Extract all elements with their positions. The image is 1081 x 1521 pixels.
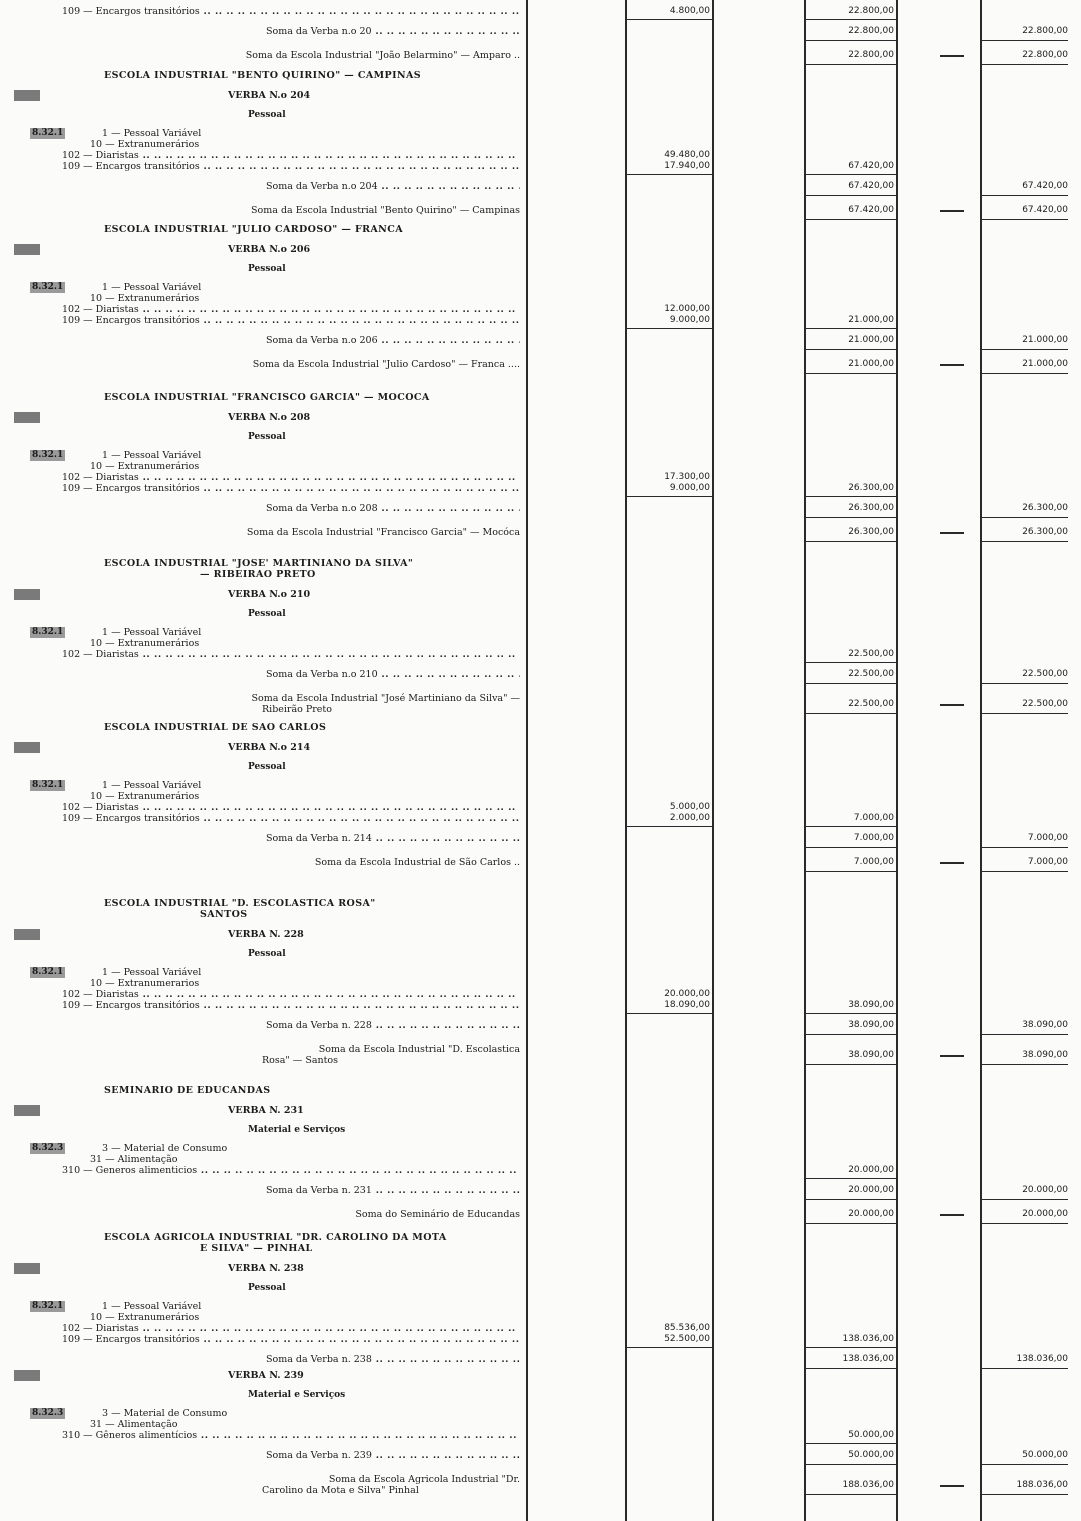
verba-title: VERBA N.o 206 <box>228 244 311 255</box>
school-sum-right: 26.300,00 <box>1022 527 1068 537</box>
verba-sum-label: Soma da Verba n. 214 .. .. <box>266 833 520 844</box>
verba-rule-right <box>982 1464 1068 1465</box>
item-rule <box>806 496 896 497</box>
detail-amount: 5.000,00 <box>669 802 710 812</box>
school-heading: ESCOLA AGRICOLA INDUSTRIAL "DR. CAROLINO DA MOTA <box>104 1232 447 1243</box>
verba-rule-right <box>982 847 1068 848</box>
subtotal-rule <box>626 1347 712 1348</box>
school-rule-right <box>982 64 1068 65</box>
item-total: 22.800,00 <box>848 6 894 16</box>
verba-sum-right: 50.000,00 <box>1022 1450 1068 1460</box>
school-rule-right <box>982 713 1068 714</box>
detail-amount: 9.000,00 <box>669 483 710 493</box>
school-rule-right <box>982 1223 1068 1224</box>
classification-code: 8.32.1 <box>32 780 64 790</box>
category-label: Material e Serviços <box>248 1125 346 1135</box>
item-rule <box>806 1347 896 1348</box>
verba-rule-right <box>982 683 1068 684</box>
school-sum-label: Soma da Escola Industrial "Julio Cardoso" — Franca .... <box>252 359 520 370</box>
verba-sum-right: 38.090,00 <box>1022 1020 1068 1030</box>
line-item: 102 — Diaristas .. .. <box>62 802 520 813</box>
line-item: 31 — Alimentação <box>90 1154 178 1165</box>
classification-code: 8.32.1 <box>32 627 64 637</box>
item-total: 38.090,00 <box>848 1000 894 1010</box>
school-heading: ESCOLA INDUSTRIAL "BENTO QUIRINO" — CAMPINAS <box>104 70 422 81</box>
column-rule-1 <box>625 0 627 1521</box>
school-heading-cont: — RIBEIRAO PRETO <box>200 569 316 580</box>
nil-dash <box>940 1055 964 1057</box>
nil-dash <box>940 55 964 57</box>
detail-amount: 17.940,00 <box>664 161 710 171</box>
school-rule-right <box>982 541 1068 542</box>
line-item: 10 — Extranumerários <box>90 139 200 150</box>
classification-code: 8.32.3 <box>32 1408 64 1418</box>
school-heading: ESCOLA INDUSTRIAL DE SAO CARLOS <box>104 722 327 733</box>
verba-rule <box>806 195 896 196</box>
verba-sum-value: 138.036,00 <box>842 1354 894 1364</box>
line-item: 109 — Encargos transitórios .. .. <box>62 1334 520 1345</box>
verba-title: VERBA N. 231 <box>228 1105 304 1116</box>
nil-dash <box>940 210 964 212</box>
school-rule-right <box>982 373 1068 374</box>
verba-sum-label: Soma da Verba n. 231 .. .. <box>266 1185 520 1196</box>
classification-code: 8.32.3 <box>32 1143 64 1153</box>
school-sum-right: 7.000,00 <box>1027 857 1068 867</box>
line-item: 1 — Pessoal Variável <box>102 128 202 139</box>
school-sum-value: 21.000,00 <box>848 359 894 369</box>
school-rule <box>806 373 896 374</box>
verba-sum-right: 22.500,00 <box>1022 669 1068 679</box>
verba-sum-right: 7.000,00 <box>1027 833 1068 843</box>
category-label: Pessoal <box>248 264 286 274</box>
line-item: 102 — Diaristas .. .. <box>62 472 520 483</box>
item-rule <box>806 328 896 329</box>
verba-code-box <box>14 1370 40 1381</box>
category-label: Material e Serviços <box>248 1390 346 1400</box>
detail-amount: 2.000,00 <box>669 813 710 823</box>
detail-amount: 9.000,00 <box>669 315 710 325</box>
nil-dash <box>940 704 964 706</box>
verba-rule <box>806 1464 896 1465</box>
verba-sum-label: Soma da Verba n.o 206 .. .. <box>266 335 520 346</box>
column-rule-3 <box>804 0 806 1521</box>
line-item: 310 — Gêneros alimentícios .. .. <box>62 1430 520 1441</box>
verba-code-box <box>14 742 40 753</box>
category-label: Pessoal <box>248 1283 286 1293</box>
item-rule <box>806 826 896 827</box>
verba-rule-right <box>982 40 1068 41</box>
verba-rule <box>806 1199 896 1200</box>
verba-code-box <box>14 412 40 423</box>
verba-sum-value: 20.000,00 <box>848 1185 894 1195</box>
item-total: 20.000,00 <box>848 1165 894 1175</box>
verba-code-box <box>14 244 40 255</box>
line-item: 31 — Alimentação <box>90 1419 178 1430</box>
detail-amount: 18.090,00 <box>664 1000 710 1010</box>
school-sum-value: 20.000,00 <box>848 1209 894 1219</box>
item-total: 67.420,00 <box>848 161 894 171</box>
detail-amount: 12.000,00 <box>664 304 710 314</box>
subtotal-rule <box>626 496 712 497</box>
school-sum-right: 67.420,00 <box>1022 205 1068 215</box>
verba-rule-right <box>982 1199 1068 1200</box>
school-sum-label: Soma da Escola Industrial "D. Escolastica <box>318 1044 520 1055</box>
school-sum-label: Soma da Escola Industrial de São Carlos .. <box>314 857 520 868</box>
verba-title: VERBA N.o 208 <box>228 412 311 423</box>
classification-code: 8.32.1 <box>32 128 64 138</box>
verba-title: VERBA N.o 214 <box>228 742 311 753</box>
school-sum-right: 188.036,00 <box>1016 1480 1068 1490</box>
line-item: 109 — Encargos transitórios .. .. <box>62 315 520 326</box>
school-heading: SEMINARIO DE EDUCANDAS <box>104 1085 271 1096</box>
detail-amount: 52.500,00 <box>664 1334 710 1344</box>
nil-dash <box>940 862 964 864</box>
school-sum-label-cont: Rosa" — Santos <box>262 1055 339 1066</box>
verba-sum-value: 22.800,00 <box>848 26 894 36</box>
category-label: Pessoal <box>248 432 286 442</box>
line-item: 102 — Diaristas .. .. <box>62 150 520 161</box>
school-sum-right: 20.000,00 <box>1022 1209 1068 1219</box>
verba-rule <box>806 683 896 684</box>
verba-code-box <box>14 1263 40 1274</box>
verba-title: VERBA N.o 204 <box>228 90 311 101</box>
line-item: 109 — Encargos transitórios .. .. <box>62 1000 520 1011</box>
school-rule <box>806 64 896 65</box>
verba-rule <box>806 1034 896 1035</box>
verba-rule-right <box>982 517 1068 518</box>
line-item: 102 — Diaristas .. .. <box>62 1323 520 1334</box>
school-heading: ESCOLA INDUSTRIAL "JOSE' MARTINIANO DA SILVA" <box>104 558 414 569</box>
verba-sum-label: Soma da Verba n.o 208 .. .. <box>266 503 520 514</box>
line-item: 109 — Encargos transitórios .. .. <box>62 813 520 824</box>
line-item: 102 — Diaristas .. .. <box>62 304 520 315</box>
verba-sum-right: 138.036,00 <box>1016 1354 1068 1364</box>
line-item: 10 — Extranumerários <box>90 791 200 802</box>
school-sum-value: 26.300,00 <box>848 527 894 537</box>
verba-sum-label: Soma da Verba n.o 204 .. .. <box>266 181 520 192</box>
school-heading: ESCOLA INDUSTRIAL "D. ESCOLASTICA ROSA" <box>104 898 376 909</box>
school-rule <box>806 541 896 542</box>
school-sum-value: 67.420,00 <box>848 205 894 215</box>
verba-sum-label: Soma da Verba n.o 20 .. .. <box>266 26 520 37</box>
item-total: 22.500,00 <box>848 649 894 659</box>
detail-amount: 20.000,00 <box>664 989 710 999</box>
verba-title: VERBA N.o 210 <box>228 589 311 600</box>
verba-title: VERBA N. 239 <box>228 1370 304 1381</box>
item-total: 26.300,00 <box>848 483 894 493</box>
line-item: 10 — Extranumerarios <box>90 978 200 989</box>
verba-sum-label: Soma da Verba n. 228 .. .. <box>266 1020 520 1031</box>
category-label: Pessoal <box>248 949 286 959</box>
school-rule-right <box>982 871 1068 872</box>
line-item: 102 — Diaristas .. .. <box>62 989 520 1000</box>
line-item: 10 — Extranumerários <box>90 638 200 649</box>
school-rule <box>806 713 896 714</box>
school-heading: ESCOLA INDUSTRIAL "FRANCISCO GARCIA" — MOCOCA <box>104 392 430 403</box>
verba-rule <box>806 40 896 41</box>
item-total: 50.000,00 <box>848 1430 894 1440</box>
item-total: 138.036,00 <box>842 1334 894 1344</box>
item-rule <box>806 662 896 663</box>
line-item: 1 — Pessoal Variável <box>102 1301 202 1312</box>
school-sum-right: 21.000,00 <box>1022 359 1068 369</box>
school-sum-label: Soma da Escola Agricola Industrial "Dr. <box>328 1474 520 1485</box>
verba-rule-right <box>982 1034 1068 1035</box>
school-sum-value: 188.036,00 <box>842 1480 894 1490</box>
school-sum-right: 38.090,00 <box>1022 1050 1068 1060</box>
verba-sum-right: 67.420,00 <box>1022 181 1068 191</box>
nil-dash <box>940 1214 964 1216</box>
verba-sum-value: 38.090,00 <box>848 1020 894 1030</box>
subtotal-rule <box>626 826 712 827</box>
school-rule <box>806 1494 896 1495</box>
school-sum-label: Soma da Escola Industrial "José Martiniano da Silva" — <box>251 693 520 704</box>
verba-rule-right <box>982 349 1068 350</box>
school-rule-right <box>982 219 1068 220</box>
verba-code-box <box>14 589 40 600</box>
column-rule-text <box>526 0 528 1521</box>
category-label: Pessoal <box>248 609 286 619</box>
category-label: Pessoal <box>248 110 286 120</box>
verba-rule-right <box>982 195 1068 196</box>
column-rule-2 <box>712 0 714 1521</box>
nil-dash <box>940 532 964 534</box>
line-item: 10 — Extranumerários <box>90 1312 200 1323</box>
line-item: 1 — Pessoal Variável <box>102 450 202 461</box>
item-rule <box>806 174 896 175</box>
verba-code-box <box>14 1105 40 1116</box>
line-item: 310 — Generos alimenticios .. .. <box>62 1165 520 1176</box>
verba-sum-value: 26.300,00 <box>848 503 894 513</box>
item-total: 21.000,00 <box>848 315 894 325</box>
verba-sum-right: 21.000,00 <box>1022 335 1068 345</box>
school-sum-label: Soma do Seminário de Educandas <box>355 1209 520 1220</box>
line-item: 3 — Material de Consumo <box>102 1408 228 1419</box>
verba-sum-value: 67.420,00 <box>848 181 894 191</box>
school-rule <box>806 219 896 220</box>
school-sum-label: Soma da Escola Industrial "Francisco Garcia" — Mocóca <box>246 527 520 538</box>
verba-code-box <box>14 90 40 101</box>
school-rule <box>806 1223 896 1224</box>
school-sum-value: 22.800,00 <box>848 50 894 60</box>
verba-sum-label: Soma da Verba n. 239 .. .. <box>266 1450 520 1461</box>
verba-sum-right: 20.000,00 <box>1022 1185 1068 1195</box>
verba-rule-right <box>982 1368 1068 1369</box>
detail-amount: 85.536,00 <box>664 1323 710 1333</box>
verba-sum-label: Soma da Verba n. 238 .. .. <box>266 1354 520 1365</box>
line-item: 1 — Pessoal Variável <box>102 780 202 791</box>
detail-amount: 4.800,00 <box>669 6 710 16</box>
verba-rule <box>806 1368 896 1369</box>
school-heading: ESCOLA INDUSTRIAL "JULIO CARDOSO" — FRANCA <box>104 224 403 235</box>
subtotal-rule <box>626 328 712 329</box>
category-label: Pessoal <box>248 762 286 772</box>
line-item: 109 — Encargos transitórios .. .. <box>62 483 520 494</box>
nil-dash <box>940 1485 964 1487</box>
line-item: 109 — Encargos transitórios .. .. <box>62 161 520 172</box>
verba-rule <box>806 847 896 848</box>
verba-code-box <box>14 929 40 940</box>
detail-amount: 49.480,00 <box>664 150 710 160</box>
line-item: 1 — Pessoal Variável <box>102 627 202 638</box>
line-item: 10 — Extranumerários <box>90 461 200 472</box>
item-rule <box>806 1013 896 1014</box>
classification-code: 8.32.1 <box>32 967 64 977</box>
verba-sum-value: 7.000,00 <box>853 833 894 843</box>
nil-dash <box>940 364 964 366</box>
item-rule <box>806 1443 896 1444</box>
verba-sum-right: 26.300,00 <box>1022 503 1068 513</box>
line-item: 3 — Material de Consumo <box>102 1143 228 1154</box>
subtotal-rule <box>626 174 712 175</box>
school-rule <box>806 871 896 872</box>
verba-sum-right: 22.800,00 <box>1022 26 1068 36</box>
verba-rule <box>806 349 896 350</box>
verba-title: VERBA N. 238 <box>228 1263 304 1274</box>
subtotal-rule <box>626 1013 712 1014</box>
verba-sum-value: 21.000,00 <box>848 335 894 345</box>
verba-sum-value: 50.000,00 <box>848 1450 894 1460</box>
school-sum-right: 22.800,00 <box>1022 50 1068 60</box>
line-item: 1 — Pessoal Variável <box>102 282 202 293</box>
verba-sum-value: 22.500,00 <box>848 669 894 679</box>
item-rule <box>806 1178 896 1179</box>
school-sum-label-cont: Carolino da Mota e Silva" Pinhal <box>262 1485 419 1496</box>
item-rule <box>806 19 896 20</box>
verba-rule <box>806 517 896 518</box>
column-rule-5 <box>980 0 982 1521</box>
verba-sum-label: Soma da Verba n.o 210 .. .. <box>266 669 520 680</box>
school-sum-label-cont: Ribeirão Preto <box>262 704 332 715</box>
line-item: 109 — Encargos transitórios .. .. <box>62 6 520 17</box>
classification-code: 8.32.1 <box>32 450 64 460</box>
column-rule-4 <box>896 0 898 1521</box>
school-sum-value: 22.500,00 <box>848 699 894 709</box>
line-item: 102 — Diaristas .. .. <box>62 649 520 660</box>
school-sum-value: 7.000,00 <box>853 857 894 867</box>
school-rule-right <box>982 1494 1068 1495</box>
verba-title: VERBA N. 228 <box>228 929 304 940</box>
school-heading-cont: SANTOS <box>200 909 248 920</box>
school-sum-label: Soma da Escola Industrial "João Belarmino" — Amparo .. <box>245 50 520 61</box>
school-rule <box>806 1064 896 1065</box>
line-item: 1 — Pessoal Variável <box>102 967 202 978</box>
classification-code: 8.32.1 <box>32 1301 64 1311</box>
item-total: 7.000,00 <box>853 813 894 823</box>
subtotal-rule <box>626 19 712 20</box>
school-sum-label: Soma da Escola Industrial "Bento Quirino" — Campinas <box>251 205 520 216</box>
school-heading-cont: E SILVA" — PINHAL <box>200 1243 313 1254</box>
line-item: 10 — Extranumerários <box>90 293 200 304</box>
school-sum-right: 22.500,00 <box>1022 699 1068 709</box>
classification-code: 8.32.1 <box>32 282 64 292</box>
school-sum-value: 38.090,00 <box>848 1050 894 1060</box>
detail-amount: 17.300,00 <box>664 472 710 482</box>
school-rule-right <box>982 1064 1068 1065</box>
